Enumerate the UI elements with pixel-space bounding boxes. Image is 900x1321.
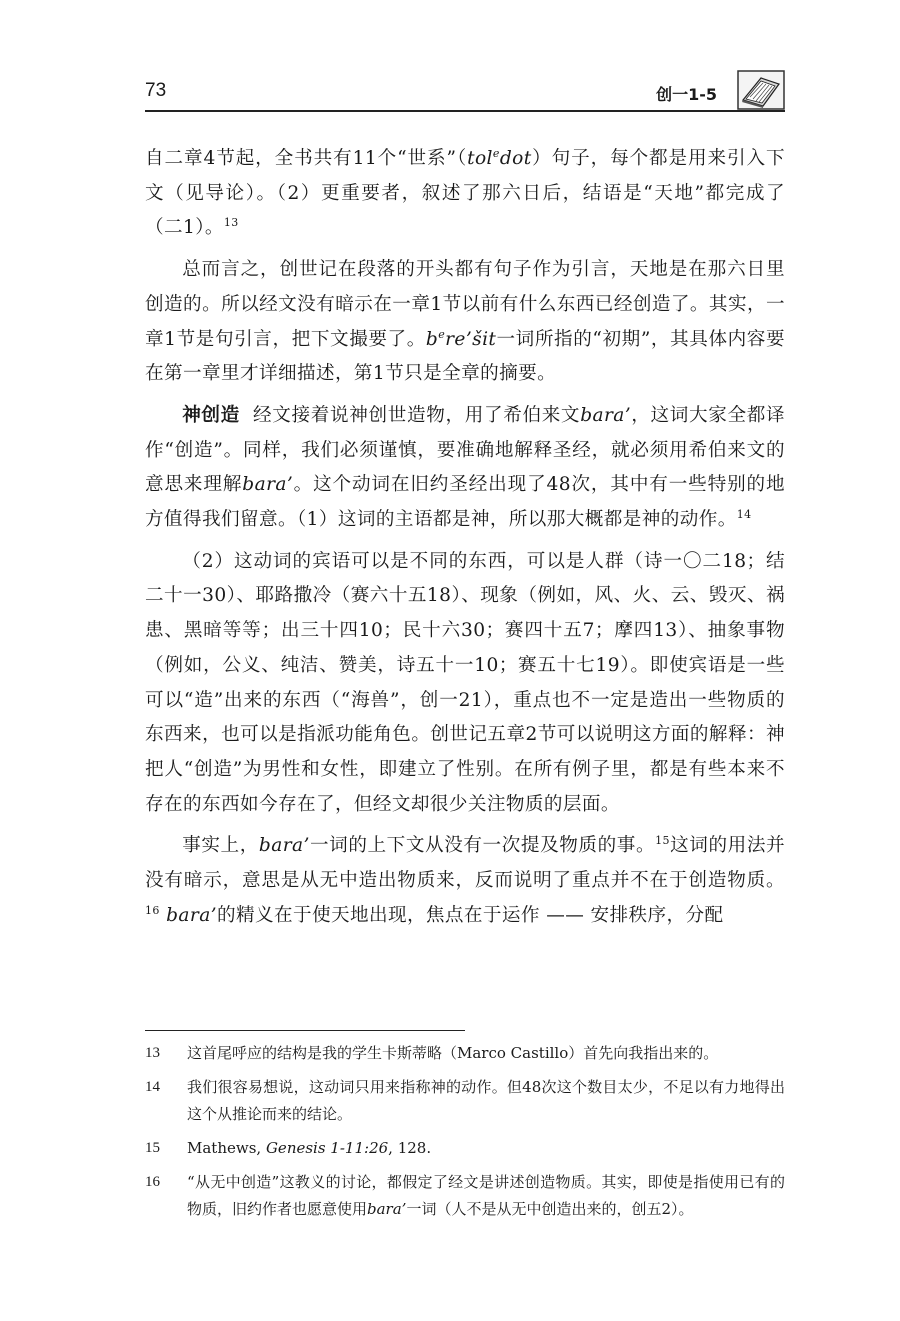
footnote-ref-16: 16 bbox=[145, 903, 160, 917]
paragraph-5: 事实上，bara’一词的上下文从没有一次提及物质的事。$^{15}$这词的用法并没有暗示，意思是从无中造出物质来，反而说明了重点并不在于创造物质。$^{16}$ bara’的精义在于使天地出现，焦点在于运作 —— 安排秩序，分配 bbox=[145, 834, 786, 926]
open-book-icon bbox=[737, 70, 785, 110]
paragraph-3: 神创造 经文接着说神创世造物，用了希伯来文bara’，这词大家全都译作“创造”。同样，我们必须谨慎，要准确地解释圣经，就必须用希伯来文的意思来理解bara’。这个动词在旧约圣经出现了48次，其中有一些特别的地方值得我们留意。（1）这词的主语都是神，所以那大概都是神的动作。$^{14}$ bbox=[145, 404, 786, 531]
footnote-ref-14: 14 bbox=[736, 507, 752, 521]
page-header bbox=[145, 70, 785, 110]
footnote-rule bbox=[145, 1030, 465, 1031]
footnote-ref-13: 13 bbox=[223, 216, 239, 230]
footnote-ref-15: 15 bbox=[655, 834, 670, 848]
section-heading: 神创造 bbox=[182, 404, 240, 426]
page-number: 73 bbox=[145, 80, 167, 101]
paragraph-2: 总而言之，创世记在段落的开头都有句子作为引言，天地是在那六日里创造的。所以经文没有暗示在一章1节以前有什么东西已经创造了。其实，一章1节是句引言，把下文撮要了。$b^ere’šit$一词所指的“初期”，其具体内容要在第一章里才详细描述，第1节只是全章的摘要。 bbox=[145, 259, 785, 385]
footnote-13: 13 这首尾呼应的结构是我的学生卡斯蒂略（Marco Castillo）首先向我指出来的。 bbox=[145, 1044, 719, 1062]
footnotes bbox=[145, 1040, 785, 1230]
footnote-15: 15 Mathews, Genesis 1-11:26, 128. bbox=[145, 1139, 432, 1157]
paragraph-4: （2）这动词的宾语可以是不同的东西，可以是人群（诗一〇二18；结二十一30）、耶路撒冷（赛六十五18）、现象（例如，风、火、云、毁灭、祸患、黑暗等等；出三十四10；民十六30；赛四十五7；摩四13）、抽象事物（例如，公义、纯洁、赞美，诗五十一10；赛五十七19）。即使宾语是一些可以“造”出来的东西（“海兽”，创一21），重点也不一定是造出一些物质的东西来，也可以是指派功能角色。创世记五章2节可以说明这方面的解释：神把人“创造”为男性和女性，即建立了性别。在所有例子里，都是有些本来不存在的东西如今存在了，但经文却很少关注物质的层面。 bbox=[145, 550, 785, 815]
paragraph-1: 自二章4节起，全书共有11个“世系”（tol$^e$dot）句子，每个都是用来引入下文（见导论）。（2）更重要者，叙述了那六日后，结语是“天地”都完成了（二1）。$^{13}$ bbox=[145, 146, 785, 239]
body-text bbox=[145, 142, 785, 940]
footnote-16: 16 “从无中创造”这教义的讨论，都假定了经文是讲述创造物质。其实，即使是指使用已有的物质，旧约作者也愿意使用bara’一词（人不是从无中创造出来的，创五2）。 bbox=[145, 1173, 785, 1218]
header-rule bbox=[145, 110, 785, 112]
footnote-14: 14 我们很容易想说，这动词只用来指称神的动作。但48次这个数目太少，不足以有力地得出这个从推论而来的结论。 bbox=[145, 1078, 785, 1123]
running-title: 创一1-5 bbox=[656, 85, 717, 104]
